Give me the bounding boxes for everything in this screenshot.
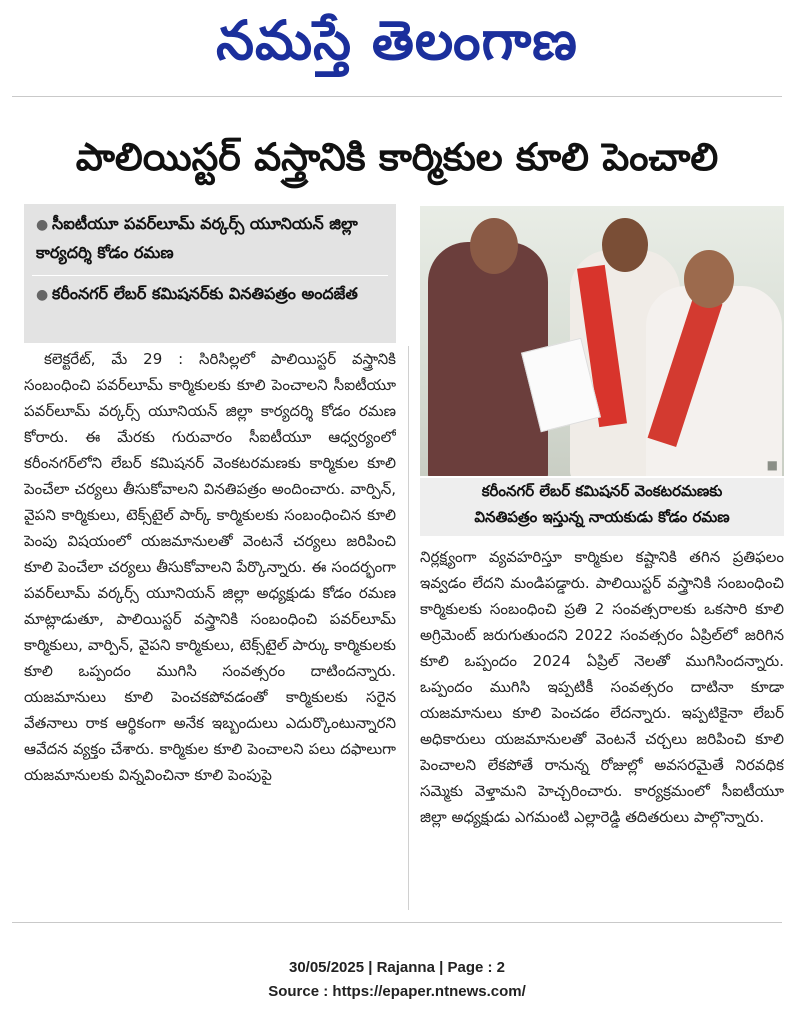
caption-line: వినతిపత్రం ఇస్తున్న నాయకుడు కోడం రమణ xyxy=(474,508,730,526)
article-column-1 xyxy=(24,346,396,918)
highlight-item xyxy=(36,280,388,309)
highlight-text: సీఐటీయూ పవర్‌లూమ్ వర్కర్స్ యూనియన్ జిల్లా కార్యదర్శి కోడం రమణ xyxy=(36,214,358,262)
article-body-text: నిర్లక్ష్యంగా వ్యవహరిస్తూ కార్మికుల కష్టానికి తగిన ప్రతిఫలం ఇవ్వడం లేదని మండిపడ్డారు. పాలియిస్టర్ వస్త్రానికి సంబంధించి కార్మికులకు సంబంధించి ప్రతి 2 సంవత్సరాలకు ఒకసారి కూలి అగ్రిమెంట్ జరుగుతుందని 2022 సంవత్సరం ఏప్రిల్‌లో జరిగిన కూలి ఒప్పందం 2024 ఏప్రిల్ నెలతో ముగిసిందన్నారు. ఒప్పందం ముగిసి ఇప్పటికీ సంవత్సరం దాటినా కూడా యజమానులు కూలి పెంచడం లేదన్నారు. ఇప్పటికైనా లేబర్ అధికారులు యజమానులతో వెంటనే చర్చలు జరిపించి కూలి పెంచాలని లేకపోతే రానున్న రోజుల్లో అవసరమైతే నిరవధిక సమ్మెకు వెళ్తామని హెచ్చరించారు. కార్యక్రమంలో సీఐటీయూ జిల్లా అధ్యక్షుడు ఎగమంటి ఎల్లారెడ్డి తదితరులు పాల్గొన్నారు. xyxy=(420,548,784,826)
divider xyxy=(12,922,782,923)
footer xyxy=(0,956,794,1004)
divider xyxy=(32,275,388,276)
column-divider xyxy=(408,346,409,910)
person-head xyxy=(602,218,648,272)
footer-source[interactable]: Source : https://epaper.ntnews.com/ xyxy=(268,983,526,1000)
highlights-box xyxy=(24,204,396,343)
article-column-2 xyxy=(420,544,784,916)
caption-line: కరీంనగర్ లేబర్ కమిషనర్ వెంకటరమణకు xyxy=(481,482,723,500)
news-photo xyxy=(420,206,784,476)
person-head xyxy=(684,250,734,308)
footer-date-edition: 30/05/2025 | Rajanna | Page : 2 xyxy=(288,959,505,976)
bullet-icon: ● xyxy=(36,287,49,303)
divider xyxy=(12,96,782,97)
highlight-item xyxy=(36,210,388,267)
article-headline: పాలియిస్టర్ వస్త్రానికి కార్మికుల కూలి పెంచాలి xyxy=(75,135,719,179)
bullet-icon: ● xyxy=(36,217,49,233)
person-head xyxy=(470,218,518,274)
highlight-text: కరీంనగర్ లేబర్ కమిషనర్‌కు వినతిపత్రం అందజేత xyxy=(52,284,358,303)
photo-caption xyxy=(420,478,784,536)
article-body-text: కలెక్టరేట్, మే 29 : సిరిసిల్లలో పాలియిస్టర్ వస్త్రానికి సంబంధించి పవర్‌లూమ్ కార్మికులకు కూలి పెంచాలని సీఐటీయూ పవర్‌లూమ్ వర్కర్స్ యూనియన్ జిల్లా కార్యదర్శి కోడం రమణ కోరారు. ఈ మేరకు గురువారం సీఐటీయూ ఆధ్వర్యంలో కరీంనగర్‌లోని లేబర్ కమిషనర్ వెంకటరమణకు కార్మికుల కూలి పెంచేలా చర్యలు తీసుకోవాలని వినతిపత్రం అందించారు. వార్పిన్, వైపని కార్మికులు, టెక్స్‌టైల్ పార్క్ కార్మికులకు సంబంధించిన కూలి పెంపు విషయంలో యజమానులతో వెంటనే చర్యలు జరిపించి కూలి పెంచేలా చర్యలు తీసుకోవాలని పేర్కొన్నారు. ఈ సందర్భంగా పవర్‌లూమ్ వర్కర్స్ యూనియన్ జిల్లా అధ్యక్షుడు కోడం రమణ మాట్లాడుతూ, పాలియిస్టర్ వస్త్రానికి సంబంధించి పవర్‌లూమ్ కార్మికులు, వార్పిన్, వైపని కార్మికులు, టెక్స్‌టైల్ పార్కు కార్మికులకు కూలి ఒప్పందం ముగిసి సంవత్సరం దాటిందన్నారు. యజమానులు కూలి పెంచకపోవడంతో కార్మికులకు సరైన వేతనాలు రాక ఆర్థికంగా అనేక ఇబ్బందులు ఎదుర్కొంటున్నారని ఆవేదన వ్యక్తం చేశారు. కార్మికుల కూలి పెంచాలని పలు దఫాలుగా యజమానులకు విన్నవించినా కూలి పెంపుపై xyxy=(24,350,396,784)
camera-icon: ■ xyxy=(766,458,778,472)
masthead-title: నమస్తే తెలంగాణ xyxy=(216,8,578,72)
